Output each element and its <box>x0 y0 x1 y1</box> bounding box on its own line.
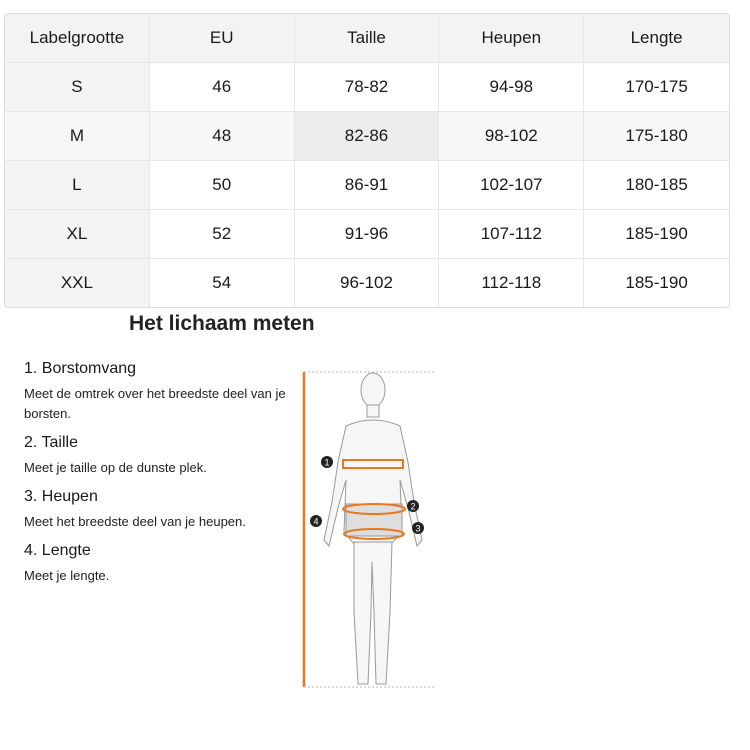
table-cell: 94-98 <box>439 63 584 112</box>
table-cell: 185-190 <box>625 273 688 292</box>
step-title: 1. Borstomvang <box>24 360 137 377</box>
col-header-hips: Heupen <box>439 14 584 63</box>
table-row <box>5 63 729 112</box>
step-title: 4. Lengte <box>24 542 91 559</box>
table-cell: 50 <box>150 161 295 210</box>
col-header-height: Lengte <box>584 14 729 63</box>
step-height <box>24 542 294 586</box>
col-header-label-size: Labelgrootte <box>5 14 150 63</box>
table-cell: 107-112 <box>439 210 584 259</box>
table-cell: 86-91 <box>295 161 440 210</box>
size-chart-table <box>4 13 730 308</box>
table-cell: L <box>5 161 150 210</box>
table-cell: 48 <box>150 112 295 161</box>
table-cell: 82-86 <box>295 112 440 161</box>
table-cell: XL <box>5 210 150 259</box>
marker-2 <box>407 500 419 512</box>
table-cell: 52 <box>150 210 295 259</box>
table-row <box>5 210 729 259</box>
table-cell: 185-190 <box>584 210 729 259</box>
step-hips <box>24 488 294 532</box>
table-cell: S <box>5 63 150 112</box>
table-cell: 175-180 <box>584 112 729 161</box>
step-description: Meet het breedste deel van je heupen. <box>24 514 246 529</box>
marker-label: 1 <box>324 457 330 468</box>
col-header-waist: Taille <box>295 14 440 63</box>
table-cell: 54 <box>150 259 295 307</box>
table-cell: M <box>5 112 150 161</box>
table-cell: 78-82 <box>295 63 440 112</box>
table-cell: 91-96 <box>295 210 440 259</box>
marker-label: 3 <box>415 523 421 534</box>
table-cell: 112-118 <box>439 259 584 307</box>
table-cell: 96-102 <box>295 259 440 307</box>
table-row <box>5 161 729 210</box>
step-waist <box>24 434 294 478</box>
section-title: Het lichaam meten <box>129 312 315 335</box>
col-header-eu: EU <box>150 14 295 63</box>
marker-label: 2 <box>410 501 416 512</box>
marker-label: 4 <box>313 516 319 527</box>
marker-4 <box>310 515 322 527</box>
marker-3 <box>412 522 424 534</box>
marker-1 <box>321 456 333 468</box>
step-chest <box>24 360 294 424</box>
step-description: Meet je taille op de dunste plek. <box>24 460 207 475</box>
step-description: Meet de omtrek over het breedste deel van je borsten. <box>24 386 286 421</box>
step-title: 3. Heupen <box>24 488 98 505</box>
step-title: 2. Taille <box>24 434 78 451</box>
body-measurement-figure <box>296 362 446 694</box>
measurement-steps <box>24 360 294 596</box>
table-cell: XXL <box>5 259 150 307</box>
table-cell: 102-107 <box>439 161 584 210</box>
table-row <box>5 112 729 161</box>
table-cell: 98-102 <box>439 112 584 161</box>
table-cell: 170-175 <box>584 63 729 112</box>
step-description: Meet je lengte. <box>24 568 110 583</box>
table-row <box>5 259 729 307</box>
table-cell: 46 <box>150 63 295 112</box>
table-cell: 180-185 <box>584 161 729 210</box>
table-header-row <box>5 14 729 63</box>
